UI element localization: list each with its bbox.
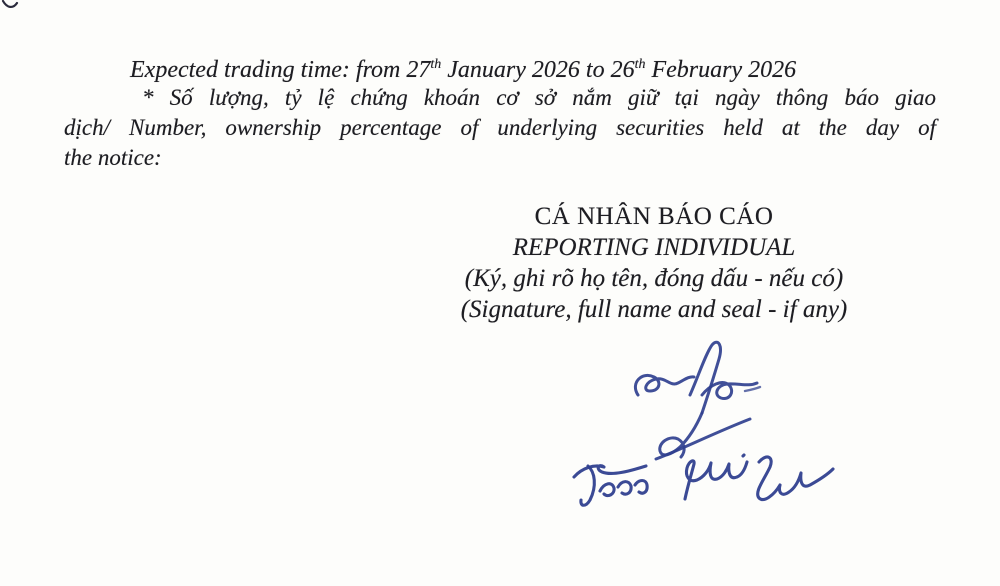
holdings-note-line-3: the notice: xyxy=(64,145,162,170)
signature-title-english: REPORTING INDIVIDUAL xyxy=(512,234,796,261)
handwritten-signature xyxy=(552,333,852,528)
signature-instruction-english: (Signature, full name and seal - if any) xyxy=(460,296,848,323)
trading-time-text-mid: January 2026 to 26 xyxy=(441,57,635,83)
signature-title-vietnamese: CÁ NHÂN BÁO CÁO xyxy=(534,203,774,230)
holdings-note-paragraph xyxy=(64,83,936,173)
signature-flourish-strokes xyxy=(635,342,760,459)
signature-block xyxy=(404,201,904,325)
page-edge-character-fragment xyxy=(0,0,30,16)
trading-time-text-start: Expected trading time: from 27 xyxy=(130,57,431,83)
expected-trading-time-line xyxy=(130,57,796,84)
ordinal-superscript: th xyxy=(634,57,646,72)
trading-time-text-end: February 2026 xyxy=(645,57,797,83)
ordinal-superscript: th xyxy=(430,57,442,72)
signature-instruction-vietnamese: (Ký, ghi rõ họ tên, đóng dấu - nếu có) xyxy=(464,265,844,292)
holdings-note-line-1: * Số lượng, tỷ lệ chứng khoán cơ sở nắm giữ tại ngày thông báo giao xyxy=(142,85,936,110)
handwritten-name-strokes xyxy=(574,455,833,505)
holdings-note-line-2: dịch/ Number, ownership percentage of underlying securities held at the day of xyxy=(64,115,936,140)
